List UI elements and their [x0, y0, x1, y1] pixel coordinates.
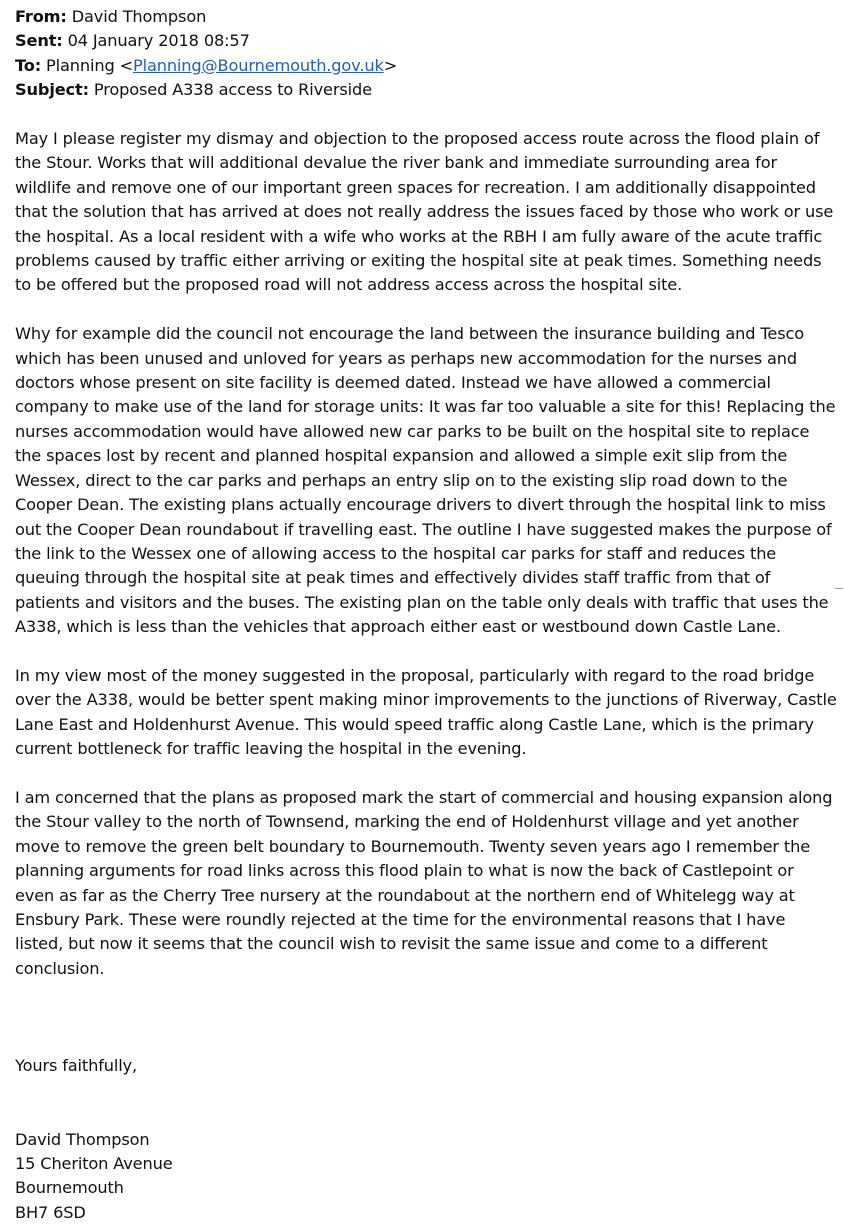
subject-label: Subject:: [15, 80, 89, 100]
body-paragraph-1: May I please register my dismay and objection to the proposed access route across the flood plain of the Stour. Works that will additional devalue the river bank and immediate surrounding area for wildlife and remove one of our important green spaces for recreation. I am additionally disappointed that the solution that has arrived at does not really address the issues faced by those who work or use the hospital. As a local resident with a wife who works at the RBH I am fully aware of the acute traffic problems caused by traffic either arriving or exiting the hospital site at peak times. Something needs to be offered but the proposed road will not address access across the hospital site.: [15, 129, 834, 295]
recipient-email-link[interactable]: Planning@Bournemouth.gov.uk: [132, 55, 384, 75]
body-paragraph-2: Why for example did the council not encourage the land between the insurance building and Tesco which has been unused and unloved for years as perhaps new accommodation for the nurses and doctors whose present on site facility is deemed dated. Instead we have allowed a commercial company to make use of the land for storage units: It was far too valuable a site for this! Replacing the nurses accommodation would have allowed new car parks to be built on the hospital site to replace the spaces lost by recent and planned hospital expansion and allowed a simple exit slip from the Wessex, direct to the car parks and perhaps an entry slip on to the existing slip road down to the Cooper Dean. The existing plans actually encourage drivers to divert through the hospital link to miss out the Cooper Dean roundabout if travelling east. The outline I have suggested makes the purpose of the link to the Wessex one of allowing access to the hospital car parks for staff and reduces the queuing through the hospital site at peak times and effectively divides staff traffic from that of patients and visitors and the buses. The existing plan on the table only deals with traffic that uses the A338, which is less than the vehicles that approach either east or westbound down Castle Lane.: [15, 324, 836, 637]
from-line: [15, 5, 837, 29]
sent-line: [15, 29, 837, 53]
to-prefix: Planning <: [41, 55, 133, 75]
from-value: David Thompson: [66, 7, 207, 26]
signature-address-line1: 15 Cheriton Avenue: [15, 1154, 173, 1173]
to-line: [15, 54, 837, 78]
email-header: [15, 5, 837, 103]
email-document: [15, 5, 837, 1225]
subject-value: Proposed A338 access to Riverside: [88, 80, 372, 100]
signature-block: [15, 1128, 837, 1226]
from-label: From:: [15, 7, 67, 26]
sent-label: Sent:: [15, 31, 63, 51]
signature-postcode: BH7 6SD: [15, 1202, 86, 1222]
subject-line: [15, 78, 837, 102]
to-suffix: >: [383, 55, 398, 75]
margin-mark: [835, 588, 843, 589]
body-paragraph-3: In my view most of the money suggested in the proposal, particularly with regard to the road bridge over the A338, would be better spent making minor improvements to the junctions of Riverway, Castle Lane East and Holdenhurst Avenue. This would speed traffic along Castle Lane, which is the primary current bottleneck for traffic leaving the hospital in the evening.: [15, 665, 837, 759]
to-label: To:: [15, 55, 42, 75]
body-paragraph-4: I am concerned that the plans as proposed mark the start of commercial and housing expansion along the Stour valley to the north of Townsend, marking the end of Holdenhurst village and yet another move to remove the green belt boundary to Bournemouth. Twenty seven years ago I remember the planning arguments for road links across this flood plain to what is now the back of Castlepoint or even as far as the Cherry Tree nursery at the roundabout at the northern end of Whitelegg way at Ensbury Park. These were roundly rejected at the time for the environmental reasons that I have listed, but now it seems that the council wish to revisit the same issue and come to a different conclusion.: [15, 787, 833, 978]
email-body: [15, 127, 837, 981]
signature-name: David Thompson: [15, 1129, 150, 1149]
closing-line: Yours faithfully,: [15, 1056, 137, 1076]
signature-address-line2: Bournemouth: [15, 1178, 124, 1198]
sent-value: 04 January 2018 08:57: [62, 31, 250, 51]
